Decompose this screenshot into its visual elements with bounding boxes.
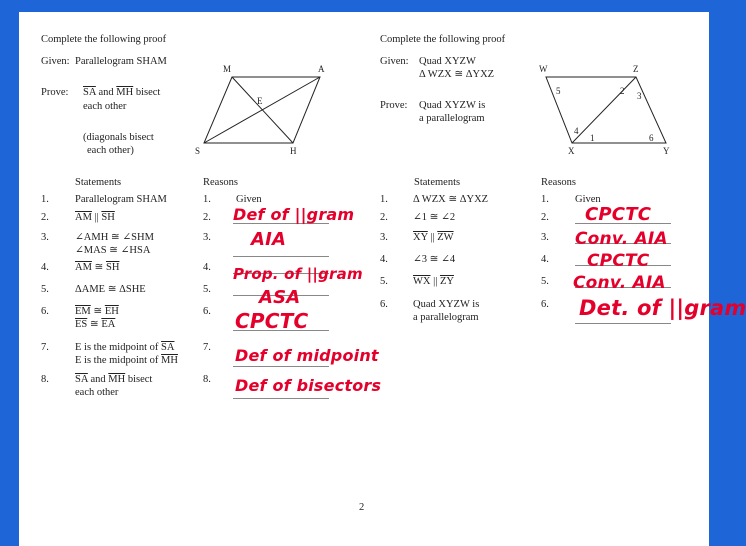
left-reason-number: 2. — [203, 212, 211, 223]
right-given-line1: Quad XYZW — [419, 56, 476, 67]
word-bisect: bisect — [135, 87, 161, 98]
vertex-label-x: X — [568, 146, 575, 156]
quadrilateral-shape — [546, 77, 666, 143]
right-statement: Δ WZX ≅ ΔYXZ — [413, 194, 489, 205]
right-reason-number: 5. — [541, 276, 549, 287]
left-row-number: 4. — [41, 262, 49, 273]
left-prove-label: Prove: — [41, 87, 69, 98]
left-statement: $\overline{SA}$ and $\overline{MH}$ bisect — [75, 374, 153, 385]
left-reason-number: 1. — [203, 194, 211, 205]
left-reason-number: 6. — [203, 306, 211, 317]
parallelogram-sham-diagram — [189, 62, 339, 157]
left-row-number: 7. — [41, 342, 49, 353]
right-reason: Given — [575, 194, 601, 205]
right-reasons-header: Reasons — [541, 177, 576, 188]
left-row-number: 8. — [41, 374, 49, 385]
left-given-label: Given: — [41, 56, 70, 67]
right-given-label: Given: — [380, 56, 409, 67]
worksheet-page — [19, 12, 746, 546]
hw-left-reason-6: CPCTC — [235, 309, 309, 333]
vertex-label-a: A — [318, 64, 325, 74]
right-reason-number: 3. — [541, 232, 549, 243]
vertex-label-e: E — [257, 96, 263, 106]
left-statement: $\overline{EM}$ ≅ $\overline{EH}$ — [75, 306, 119, 317]
right-row-number: 4. — [380, 254, 388, 265]
vertex-label-m: M — [223, 64, 232, 74]
left-reason-number: 8. — [203, 374, 211, 385]
angle-label-6: 6 — [649, 133, 654, 143]
left-row-number: 5. — [41, 284, 49, 295]
left-statement: ∠MAS ≅ ∠HSA — [75, 245, 151, 256]
right-prove-label: Prove: — [380, 100, 408, 111]
right-reason-blank[interactable] — [575, 323, 671, 324]
angle-label-1: 1 — [590, 133, 595, 143]
left-row-number: 1. — [41, 194, 49, 205]
angle-label-2: 2 — [620, 86, 625, 96]
hw-right-reason-5: Conv. AIA — [573, 273, 666, 293]
left-note-line2: each other) — [87, 145, 134, 156]
word-and: and — [98, 87, 114, 98]
left-row-number: 3. — [41, 232, 49, 243]
vertex-label-z: Z — [633, 64, 639, 74]
left-reason-blank[interactable] — [233, 366, 329, 367]
right-reason-number: 6. — [541, 299, 549, 310]
hw-left-reason-5: ASA — [259, 287, 301, 308]
right-statement: ∠3 ≅ ∠4 — [413, 254, 456, 265]
hw-right-reason-2: CPCTC — [585, 204, 652, 225]
left-statement: $\overline{AM}$ || $\overline{SH}$ — [75, 212, 115, 223]
right-reason-number: 4. — [541, 254, 549, 265]
left-statement: Parallelogram SHAM — [75, 194, 167, 205]
angle-label-5: 5 — [556, 86, 561, 96]
left-statement: ΔAME ≅ ΔSHE — [75, 284, 146, 295]
left-prove-line1 — [83, 87, 160, 99]
left-row-number: 6. — [41, 306, 49, 317]
left-statements-header: Statements — [75, 177, 122, 188]
right-row-number: 2. — [380, 212, 388, 223]
angle-label-4: 4 — [574, 126, 579, 136]
right-row-number: 1. — [380, 194, 388, 205]
angle-label-3: 3 — [637, 91, 642, 101]
left-prove-line2: each other — [83, 101, 127, 112]
left-statement: ∠AMH ≅ ∠SHM — [75, 232, 154, 243]
hw-right-reason-3: Conv. AIA — [575, 229, 668, 249]
vertex-label-s: S — [195, 146, 201, 156]
left-note-line1: (diagonals bisect — [83, 132, 154, 143]
left-statement: each other — [75, 387, 119, 398]
right-row-number: 6. — [380, 299, 388, 310]
hw-left-reason-3: AIA — [251, 229, 287, 250]
right-row-number: 3. — [380, 232, 388, 243]
right-row-number: 5. — [380, 276, 388, 287]
right-statement: Quad XYZW is — [413, 299, 480, 310]
left-given: Parallelogram SHAM — [75, 56, 167, 67]
segment-sa: $\overline{SA}$ — [83, 87, 96, 98]
page-number: 2 — [359, 502, 365, 513]
hw-left-reason-8: Def of bisectors — [235, 376, 382, 395]
left-reasons-header: Reasons — [203, 177, 238, 188]
left-statement: E is the midpoint of $\overline{SA}$ — [75, 342, 175, 353]
right-prove-line1: Quad XYZW is — [419, 100, 486, 111]
left-statement: $\overline{AM}$ ≅ $\overline{SH}$ — [75, 262, 120, 273]
diagonal-sa — [204, 77, 320, 143]
hw-left-reason-4: Prop. of ||gram — [233, 265, 363, 283]
right-reason-number: 2. — [541, 212, 549, 223]
vertex-label-w: W — [539, 64, 548, 74]
left-statement: E is the midpoint of $\overline{MH}$ — [75, 355, 178, 366]
right-statement: $\overline{XY}$ || $\overline{ZW}$ — [413, 232, 454, 243]
vertex-label-y: Y — [663, 146, 670, 156]
left-reason-number: 4. — [203, 262, 211, 273]
left-reason-number: 3. — [203, 232, 211, 243]
quadrilateral-xyzw-diagram — [536, 62, 696, 157]
right-reason-number: 1. — [541, 194, 549, 205]
left-title: Complete the following proof — [41, 34, 167, 45]
right-title: Complete the following proof — [380, 34, 506, 45]
vertex-label-h: H — [290, 146, 297, 156]
right-statements-header: Statements — [414, 177, 461, 188]
right-statement: $\overline{WX}$ || $\overline{ZY}$ — [413, 276, 454, 287]
right-statement: a parallelogram — [413, 312, 479, 323]
hw-right-reason-4: CPCTC — [587, 251, 650, 271]
hw-left-reason-7: Def of midpoint — [235, 346, 379, 365]
right-prove-line2: a parallelogram — [419, 113, 485, 124]
left-reason-number: 5. — [203, 284, 211, 295]
left-statement: $\overline{ES}$ ≅ $\overline{EA}$ — [75, 319, 116, 330]
left-row-number: 2. — [41, 212, 49, 223]
segment-mh: $\overline{MH}$ — [116, 87, 134, 98]
hw-left-reason-2: Def of ||gram — [233, 205, 355, 224]
left-reason-number: 7. — [203, 342, 211, 353]
diagonal-zx — [572, 77, 636, 143]
left-reason-blank[interactable] — [233, 256, 329, 257]
left-reason-blank[interactable] — [233, 398, 329, 399]
right-statement: ∠1 ≅ ∠2 — [413, 212, 456, 223]
left-reason: Given — [236, 194, 262, 205]
right-given-line2: Δ WZX ≅ ΔYXZ — [419, 69, 495, 80]
hw-right-reason-6: Det. of ||gram — [579, 296, 746, 320]
